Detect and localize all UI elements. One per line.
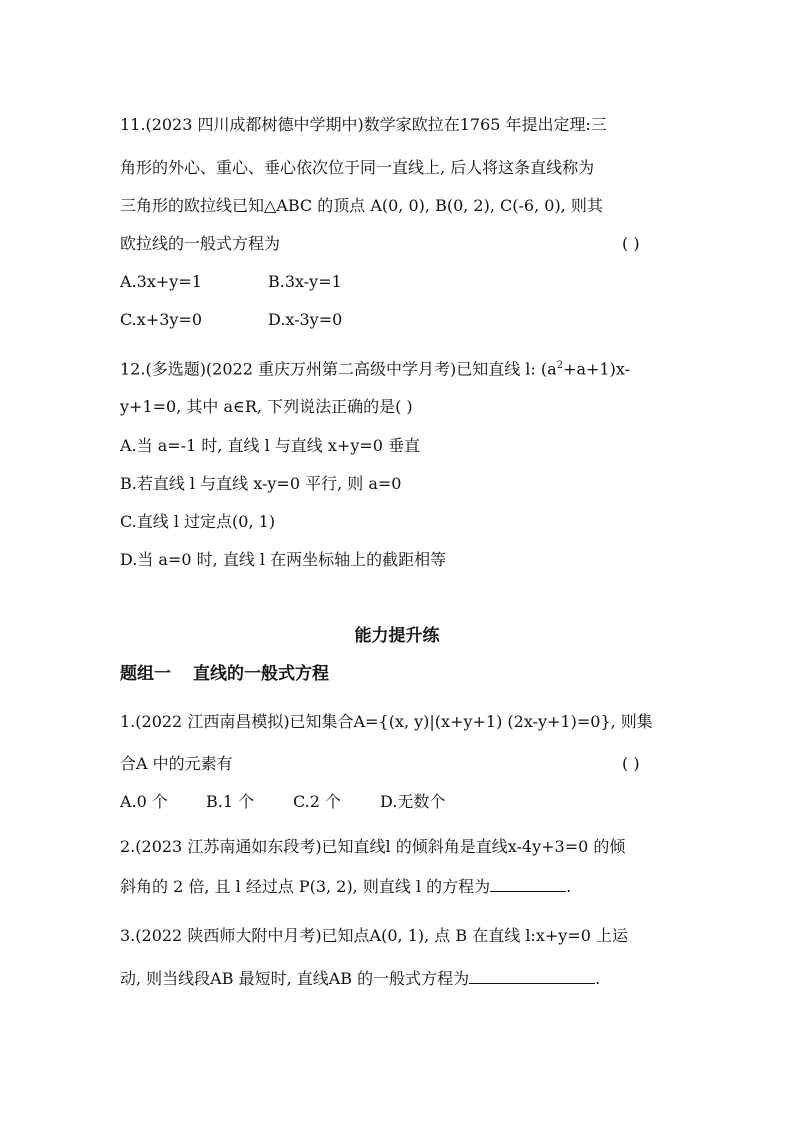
q12-option-d: D.当 a=0 时, 直线 l 在两坐标轴上的截距相等	[120, 550, 447, 569]
q11-line-4: 欧拉线的一般式方程为	[120, 234, 281, 253]
q12-option-c: C.直线 l 过定点(0, 1)	[120, 512, 276, 531]
q12-line-1b: +a+1)x-	[563, 359, 630, 379]
section-title: 能力提升练	[354, 626, 440, 646]
p2-line-2-text: 斜角的 2 倍, 且 l 经过点 P(3, 2), 则直线 l 的方程为	[120, 877, 491, 896]
p3-line-2-end: .	[595, 969, 601, 988]
q11-option-b: B.3x-y=1	[268, 272, 342, 291]
p1-option-b: B.1 个	[206, 792, 255, 811]
group-text: 直线的一般式方程	[193, 664, 329, 684]
q11-option-d: D.x-3y=0	[268, 310, 343, 329]
q11-line-1: 11.(2023 四川成都树德中学期中)数学家欧拉在1765 年提出定理:三	[120, 115, 607, 134]
p3-line-2-text: 动, 则当线段AB 最短时, 直线AB 的一般式方程为	[120, 969, 470, 988]
q11-answer-paren: ( )	[622, 234, 640, 253]
q12-line-2: y+1=0, 其中 a∈R, 下列说法正确的是( )	[120, 397, 413, 416]
group-title	[120, 663, 329, 685]
q12-option-b: B.若直线 l 与直线 x-y=0 平行, 则 a=0	[120, 474, 402, 493]
q12-line-1	[120, 355, 630, 380]
p2-line-1: 2.(2023 江苏南通如东段考)已知直线l 的倾斜角是直线x-4y+3=0 的倾	[120, 837, 626, 856]
p1-line-2: 合A 中的元素有	[120, 754, 233, 773]
p1-line-1: 1.(2022 江西南昌模拟)已知集合A={(x, y)|(x+y+1) (2x-y+1)=0}, 则集	[120, 712, 653, 731]
p2-line-2	[120, 876, 571, 898]
q12-option-a: A.当 a=-1 时, 直线 l 与直线 x+y=0 垂直	[120, 436, 421, 455]
p1-option-a: A.0 个	[120, 792, 168, 811]
group-label: 题组一	[120, 664, 171, 684]
p2-line-2-end: .	[566, 877, 572, 896]
p3-line-2	[120, 968, 600, 990]
q12-line-1-sup: 2	[556, 360, 564, 371]
q11-option-c: C.x+3y=0	[120, 310, 202, 329]
p1-answer-paren: ( )	[622, 754, 640, 773]
p3-line-1: 3.(2022 陕西师大附中月考)已知点A(0, 1), 点 B 在直线 l:x+y=0 上运	[120, 926, 628, 945]
q12-line-1a: 12.(多选题)(2022 重庆万州第二高级中学月考)已知直线 l: (a	[120, 359, 557, 379]
p1-option-c: C.2 个	[293, 792, 342, 811]
q11-line-2: 角形的外心、重心、垂心依次位于同一直线上, 后人将这条直线称为	[120, 158, 595, 177]
p2-answer-blank[interactable]	[490, 877, 566, 892]
p3-answer-blank[interactable]	[469, 969, 595, 984]
p1-option-d: D.无数个	[380, 792, 446, 811]
q11-option-a: A.3x+y=1	[120, 272, 202, 291]
q11-line-3: 三角形的欧拉线已知△ABC 的顶点 A(0, 0), B(0, 2), C(-6, 0), 则其	[120, 196, 603, 215]
